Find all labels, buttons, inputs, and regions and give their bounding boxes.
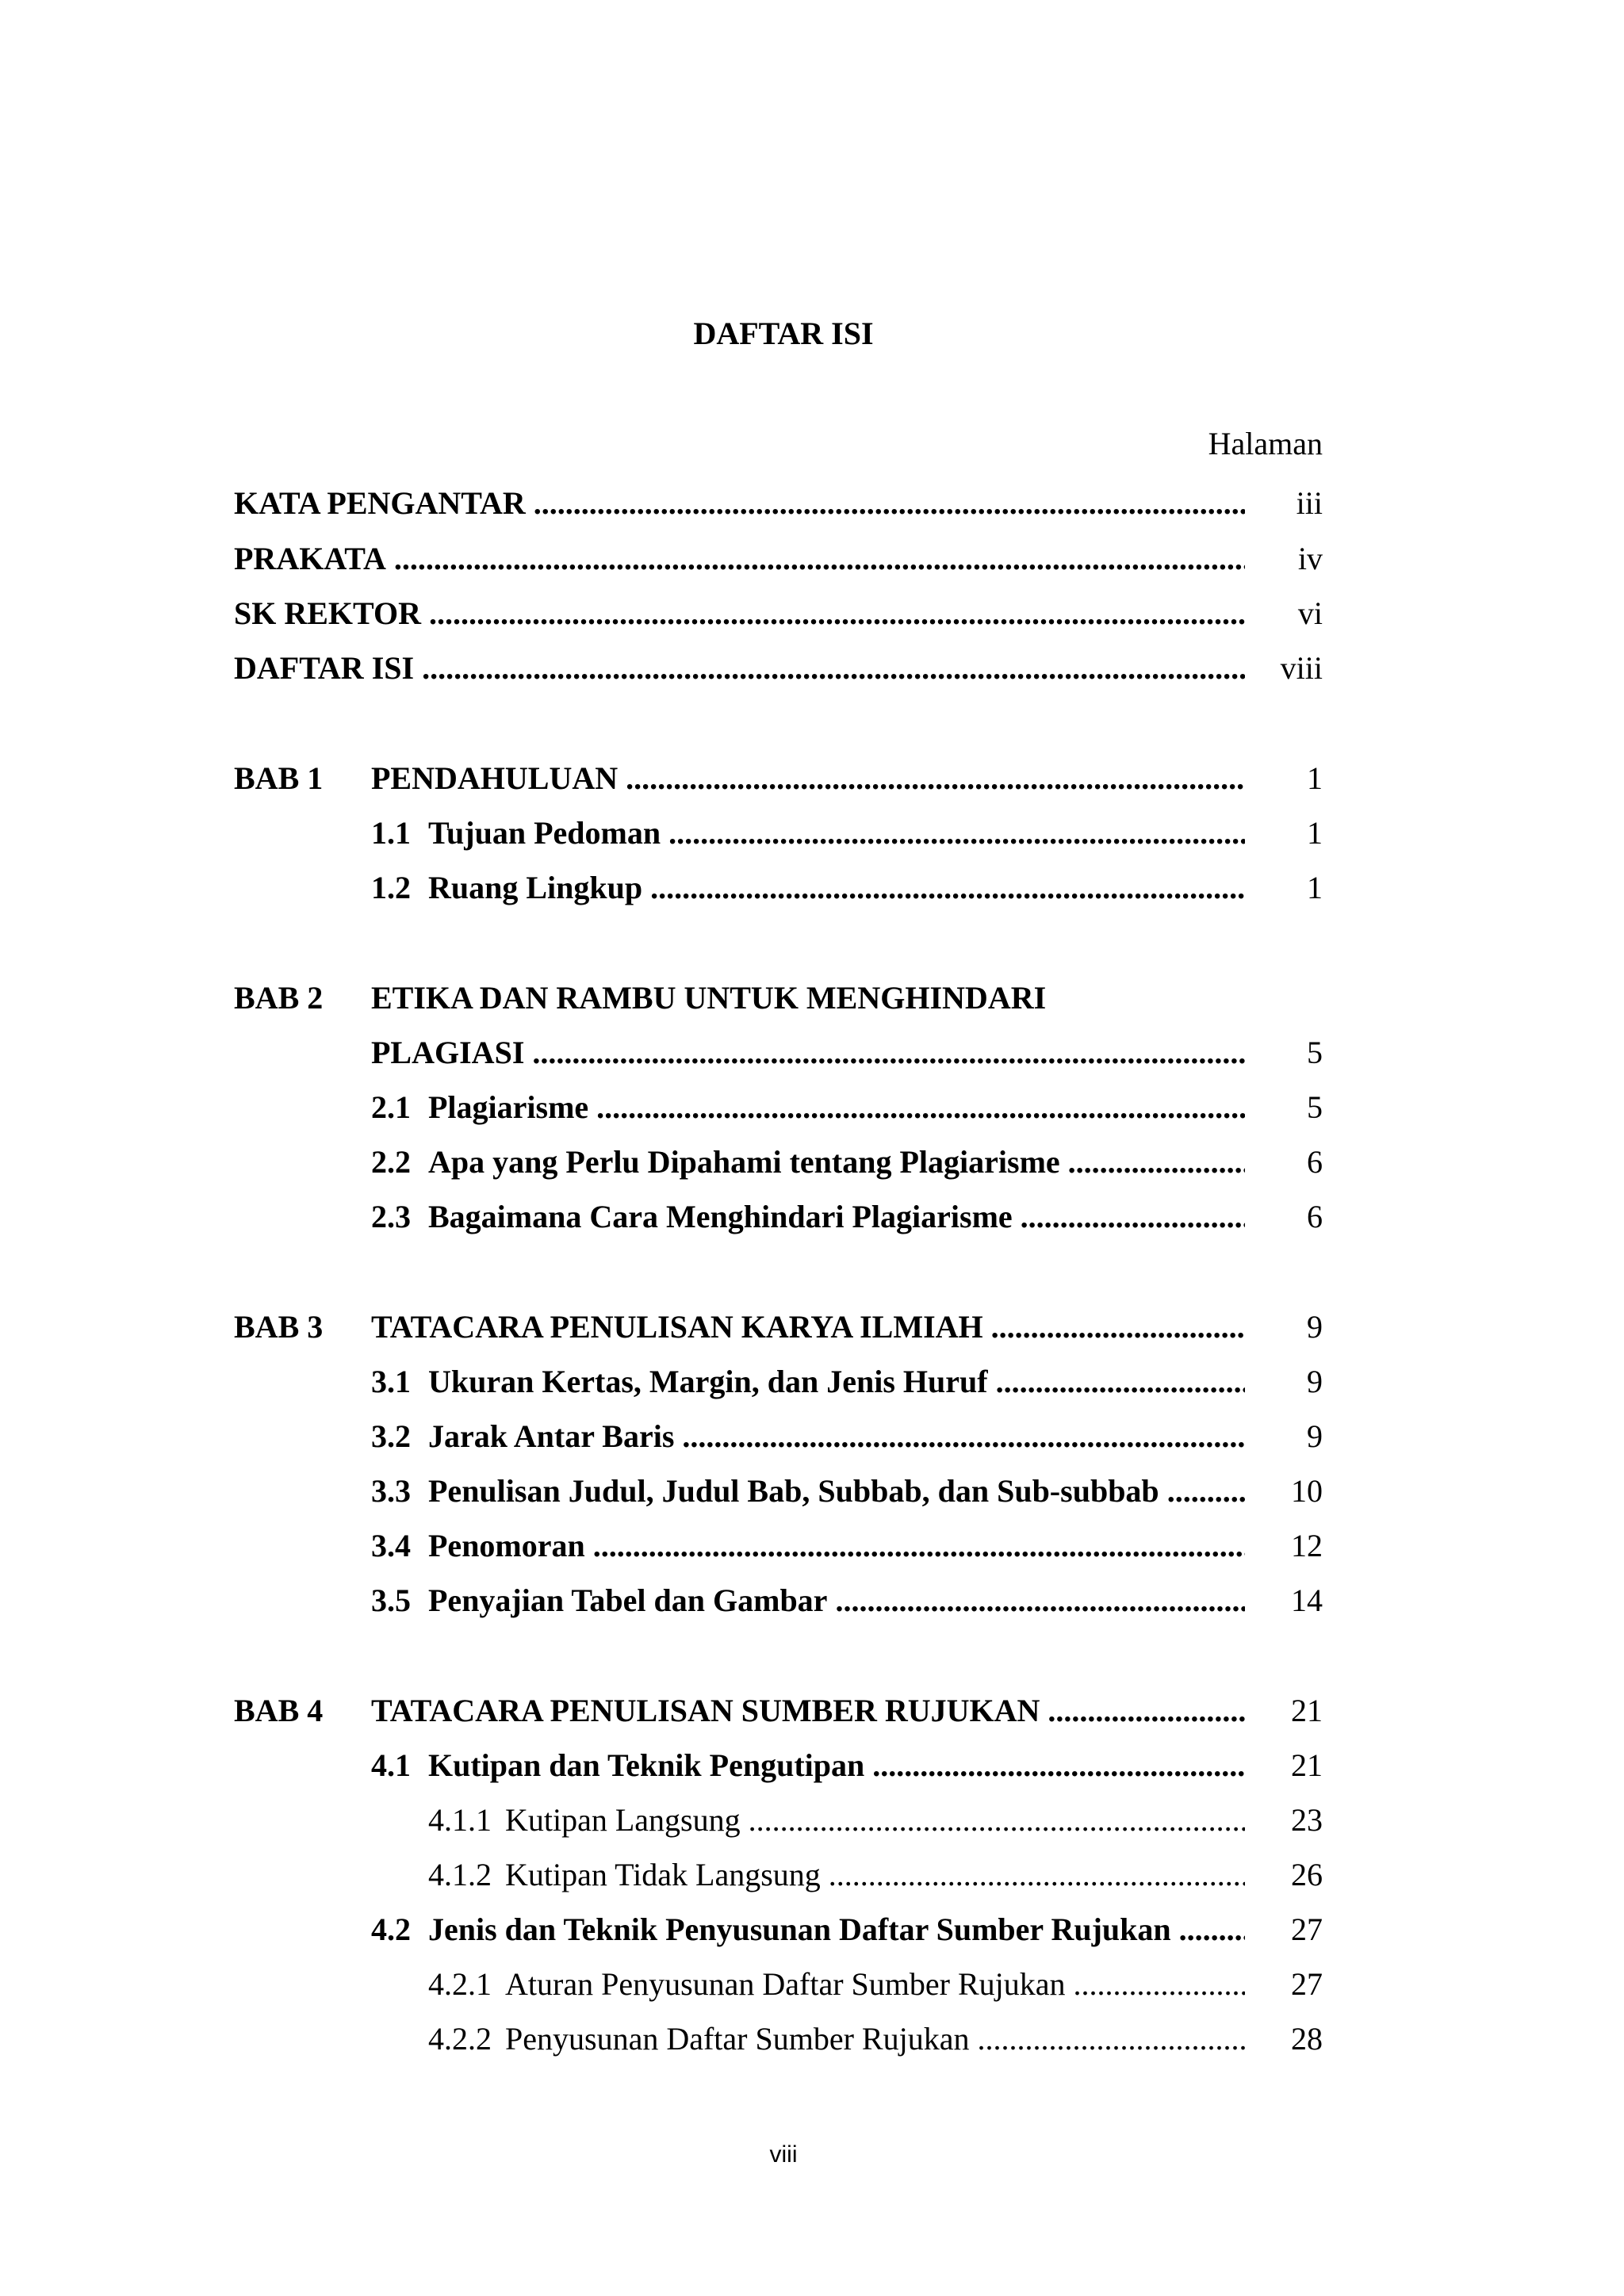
section-label: Penulisan Judul, Judul Bab, Subbab, dan Sub-subbab bbox=[428, 1473, 1159, 1509]
chapter-title: PENDAHULUAN bbox=[371, 760, 619, 796]
dot-leader bbox=[526, 484, 1245, 523]
subsection-entry bbox=[234, 1800, 1323, 1840]
section-number: 3.4 bbox=[371, 1528, 411, 1563]
dot-leader bbox=[421, 594, 1245, 633]
section-number: 1.1 bbox=[371, 815, 411, 851]
dot-leader bbox=[983, 1307, 1245, 1347]
toc-entry-label: DAFTAR ISI bbox=[234, 650, 415, 686]
chapter-title: TATACARA PENULISAN KARYA ILMIAH bbox=[371, 1309, 983, 1345]
section-label: Bagaimana Cara Menghindari Plagiarisme bbox=[428, 1199, 1013, 1234]
section-page: 9 bbox=[1307, 1418, 1323, 1454]
section-entry bbox=[234, 1362, 1323, 1402]
section-page: 21 bbox=[1291, 1747, 1323, 1783]
subsection-number: 4.1.1 bbox=[428, 1802, 492, 1838]
section-page: 14 bbox=[1291, 1582, 1323, 1618]
section-entry bbox=[234, 1910, 1323, 1950]
dot-leader bbox=[988, 1362, 1245, 1402]
chapter-entry bbox=[234, 1691, 1323, 1731]
section-label: Penomoran bbox=[428, 1528, 585, 1563]
footer-page-number: viii bbox=[769, 2141, 798, 2168]
toc-entry-label: KATA PENGANTAR bbox=[234, 485, 526, 521]
toc-entry-page: iii bbox=[1296, 485, 1323, 521]
dot-leader bbox=[821, 1855, 1245, 1895]
section-label: Tujuan Pedoman bbox=[428, 815, 661, 851]
chapter-number: BAB 3 bbox=[234, 1309, 324, 1345]
section-entry bbox=[234, 1526, 1323, 1566]
section-entry bbox=[234, 1581, 1323, 1621]
subsection-page: 27 bbox=[1291, 1966, 1323, 2002]
toc-entry bbox=[234, 649, 1323, 688]
chapter-number: BAB 4 bbox=[234, 1693, 324, 1728]
section-label: Kutipan dan Teknik Pengutipan bbox=[428, 1747, 865, 1783]
dot-leader bbox=[864, 1746, 1245, 1785]
chapter-entry-continued bbox=[234, 1033, 1323, 1073]
section-page: 9 bbox=[1307, 1364, 1323, 1399]
section-label: Penyajian Tabel dan Gambar bbox=[428, 1582, 828, 1618]
dot-leader bbox=[741, 1800, 1245, 1840]
subsection-label: Aturan Penyusunan Daftar Sumber Rujukan bbox=[505, 1966, 1066, 2002]
dot-leader bbox=[414, 649, 1245, 688]
chapter-number: BAB 1 bbox=[234, 760, 324, 796]
section-page: 5 bbox=[1307, 1089, 1323, 1125]
subsection-entry bbox=[234, 2019, 1323, 2059]
chapter-number: BAB 2 bbox=[234, 980, 324, 1016]
toc-entry-page: iv bbox=[1297, 541, 1323, 576]
dot-leader bbox=[585, 1526, 1245, 1566]
dot-leader bbox=[1171, 1910, 1245, 1950]
dot-leader bbox=[1159, 1471, 1245, 1511]
page-title: DAFTAR ISI bbox=[693, 316, 874, 351]
section-entry bbox=[234, 813, 1323, 853]
section-entry bbox=[234, 1746, 1323, 1785]
dot-leader bbox=[642, 868, 1245, 908]
dot-leader bbox=[661, 813, 1245, 853]
toc-entry-label: PRAKATA bbox=[234, 541, 386, 576]
dot-leader bbox=[386, 539, 1245, 579]
section-page: 1 bbox=[1307, 870, 1323, 905]
section-entry bbox=[234, 1142, 1323, 1182]
toc-entry-label: SK REKTOR bbox=[234, 595, 421, 631]
dot-leader bbox=[1066, 1965, 1245, 2004]
dot-leader bbox=[1040, 1691, 1245, 1731]
toc-entry-page: vi bbox=[1297, 595, 1323, 631]
section-page: 12 bbox=[1291, 1528, 1323, 1563]
section-number: 1.2 bbox=[371, 870, 411, 905]
subsection-number: 4.2.2 bbox=[428, 2021, 492, 2057]
dot-leader bbox=[618, 759, 1245, 798]
section-page: 27 bbox=[1291, 1911, 1323, 1947]
subsection-label: Kutipan Tidak Langsung bbox=[505, 1857, 821, 1892]
dot-leader bbox=[674, 1417, 1245, 1456]
section-number: 3.1 bbox=[371, 1364, 411, 1399]
section-page: 6 bbox=[1307, 1199, 1323, 1234]
section-number: 2.3 bbox=[371, 1199, 411, 1234]
section-label: Jarak Antar Baris bbox=[428, 1418, 675, 1454]
chapter-entry bbox=[234, 978, 1323, 1018]
section-number: 2.2 bbox=[371, 1144, 411, 1180]
toc-entry bbox=[234, 539, 1323, 579]
chapter-page: 5 bbox=[1307, 1035, 1323, 1070]
subsection-label: Kutipan Langsung bbox=[505, 1802, 741, 1838]
chapter-page: 1 bbox=[1307, 760, 1323, 796]
chapter-page: 9 bbox=[1307, 1309, 1323, 1345]
section-entry bbox=[234, 1088, 1323, 1127]
subsection-label: Penyusunan Daftar Sumber Rujukan bbox=[505, 2021, 970, 2057]
section-page: 10 bbox=[1291, 1473, 1323, 1509]
dot-leader bbox=[1013, 1197, 1245, 1237]
section-page: 1 bbox=[1307, 815, 1323, 851]
section-number: 3.3 bbox=[371, 1473, 411, 1509]
section-page: 6 bbox=[1307, 1144, 1323, 1180]
section-entry bbox=[234, 1417, 1323, 1456]
toc-entry bbox=[234, 594, 1323, 633]
section-label: Ukuran Kertas, Margin, dan Jenis Huruf bbox=[428, 1364, 988, 1399]
section-entry bbox=[234, 1197, 1323, 1237]
chapter-page: 21 bbox=[1291, 1693, 1323, 1728]
dot-leader bbox=[588, 1088, 1245, 1127]
chapter-entry bbox=[234, 1307, 1323, 1347]
chapter-title: ETIKA DAN RAMBU UNTUK MENGHINDARI bbox=[371, 980, 1047, 1016]
subsection-entry bbox=[234, 1965, 1323, 2004]
chapter-entry bbox=[234, 759, 1323, 798]
section-label: Jenis dan Teknik Penyusunan Daftar Sumber Rujukan bbox=[428, 1911, 1171, 1947]
dot-leader bbox=[827, 1581, 1245, 1621]
section-number: 3.5 bbox=[371, 1582, 411, 1618]
dot-leader bbox=[969, 2019, 1245, 2059]
subsection-page: 28 bbox=[1291, 2021, 1323, 2057]
section-number: 4.1 bbox=[371, 1747, 411, 1783]
section-label: Plagiarisme bbox=[428, 1089, 589, 1125]
section-label: Apa yang Perlu Dipahami tentang Plagiarisme bbox=[428, 1144, 1060, 1180]
dot-leader bbox=[1060, 1142, 1245, 1182]
subsection-number: 4.1.2 bbox=[428, 1857, 492, 1892]
subsection-number: 4.2.1 bbox=[428, 1966, 492, 2002]
toc-entry bbox=[234, 484, 1323, 523]
section-number: 3.2 bbox=[371, 1418, 411, 1454]
section-number: 2.1 bbox=[371, 1089, 411, 1125]
dot-leader bbox=[524, 1033, 1245, 1073]
subsection-page: 23 bbox=[1291, 1802, 1323, 1838]
section-entry bbox=[234, 1471, 1323, 1511]
chapter-title: TATACARA PENULISAN SUMBER RUJUKAN bbox=[371, 1693, 1040, 1728]
toc-entry-page: viii bbox=[1280, 650, 1323, 686]
subsection-entry bbox=[234, 1855, 1323, 1895]
section-entry bbox=[234, 868, 1323, 908]
page-column-header: Halaman bbox=[1208, 426, 1323, 461]
section-label: Ruang Lingkup bbox=[428, 870, 643, 905]
section-number: 4.2 bbox=[371, 1911, 411, 1947]
chapter-title: PLAGIASI bbox=[371, 1035, 525, 1070]
subsection-page: 26 bbox=[1291, 1857, 1323, 1892]
